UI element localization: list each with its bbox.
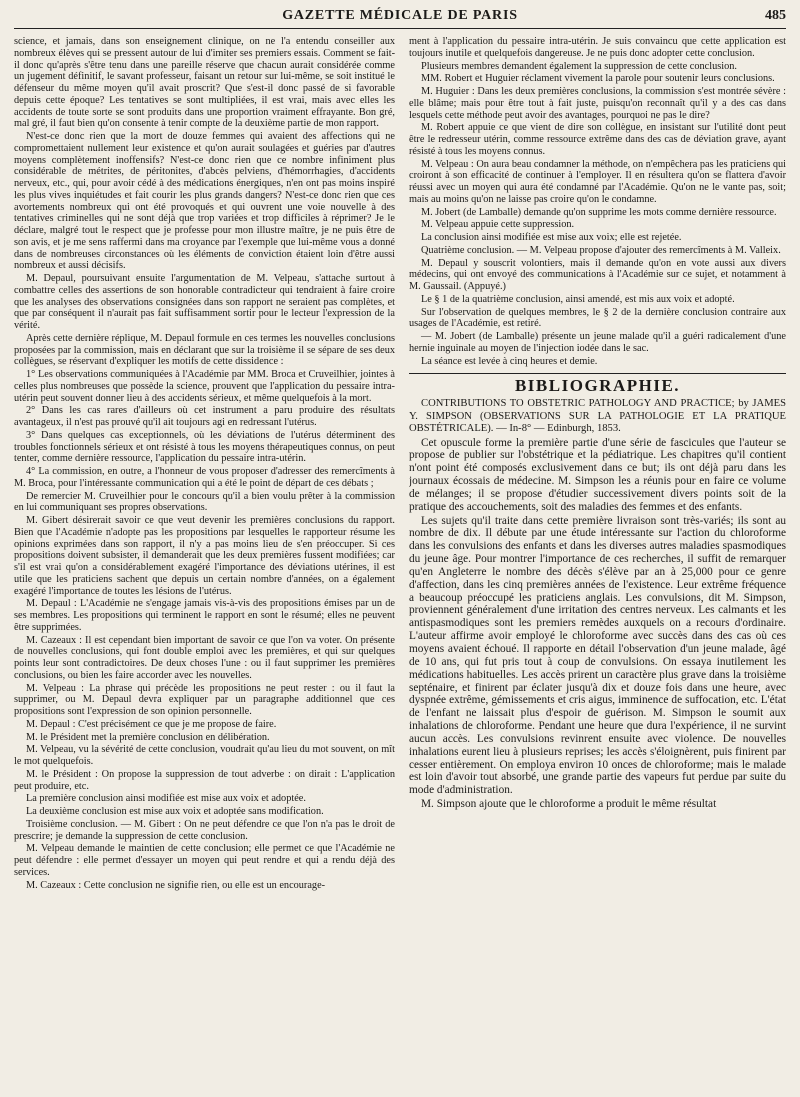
paragraph: Troisième conclusion. — M. Gibert : On ne peut défendre ce que l'on n'a pas le droit de prescrire; je demande la suppression de cette conclusion.: [14, 818, 395, 842]
paragraph: M. Velpeau appuie cette suppression.: [421, 219, 575, 231]
section-divider: [409, 373, 786, 374]
paragraph: M. Depaul : C'est précisément ce que je me propose de faire.: [26, 718, 277, 730]
paragraph: De remercier M. Cruveilhier pour le concours qu'il a bien voulu prêter à la commission en lui communiquant ses propres observations.: [14, 490, 395, 514]
bibliography-reference: CONTRIBUTIONS TO OBSTETRIC PATHOLOGY AND PRACTICE; by JAMES Y. SIMPSON (OBSERVATIONS SUR LA PATHOLOGIE ET LA PRATIQUE OBSTÉTRICALE). — In-8° — Edinburgh, 1853.: [409, 398, 786, 434]
paragraph: M. le Président : On propose la suppression de tout adverbe : on dirait : L'application peut produire, etc.: [14, 768, 395, 792]
paragraph: La deuxième conclusion est mise aux voix et adoptée sans modification.: [26, 806, 324, 817]
paragraph: M. Huguier : Dans les deux premières conclusions, la commission s'est montrée sévère : elle blâme; mais pour être tout à fait juste, puisqu'on reconnaît qu'il y a des cas dans lesquels cette méthode peut avoir des avantages, pourquoi ne pas le dire?: [409, 86, 786, 121]
paragraph: Le § 1 de la quatrième conclusion, ainsi amendé, est mis aux voix et adopté.: [421, 293, 735, 305]
right-column: [409, 36, 786, 1093]
bibliography-heading: BIBLIOGRAPHIE.: [514, 376, 681, 396]
paragraph: M. Gibert désirerait savoir ce que veut devenir les premières conclusions du rapport. Bien que l'Académie n'adopte pas les propositions par lesquelles le rapporteur résume les opinions exprimées dans son rapport, il n'y a pas moins lieu de s'en préoccuper. Si ces propositions doivent subsister, il demanderait que les deux premières fussent modifiées; car s'il est vrai qu'on a considérablement exagéré l'importance des déviations utérines, il est utile que les praticiens sachent que depuis un certain nombre d'années, on a également exagéré l'importance de toutes les lésions de l'utérus.: [14, 515, 395, 597]
paragraph: M. Cazeaux : Il est cependant bien important de savoir ce que l'on va voter. On présente de nouvelles conclusions, qui font double emploi avec les premières, et qui sur quelques points leur sont contradictoires. De deux choses l'une : ou il faut supprimer les premières conclusions, ou bien les faire accorder avec les nouvelles.: [14, 634, 395, 681]
paragraph: M. Jobert (de Lamballe) demande qu'on supprime les mots comme dernière ressource.: [421, 206, 777, 218]
paragraph: — M. Jobert (de Lamballe) présente un jeune malade qu'il a guéri radicalement d'une hernie inguinale au moyen de l'injection iodée dans le sac.: [409, 331, 786, 354]
journal-title: GAZETTE MÉDICALE DE PARIS: [282, 8, 518, 23]
paragraph: La séance est levée à cinq heures et demie.: [421, 355, 598, 367]
paragraph: M. Depaul, poursuivant ensuite l'argumentation de M. Velpeau, s'attache surtout à combattre celles des assertions de son honorable contradicteur qui tendraient à faire croire que les analyses des observations consignées dans son rapport ne seraient pas complètes, et que par conséquent il n'aurait pas fait suffisamment sortir pour le lecteur l'expression de la vérité.: [14, 273, 395, 331]
paragraph: M. Cazeaux : Cette conclusion ne signifie rien, ou elle est un encourage-: [26, 879, 326, 891]
paragraph: Quatrième conclusion. — M. Velpeau propose d'ajouter des remercîments à M. Valleix.: [421, 244, 781, 256]
paragraph: M. Robert appuie ce que vient de dire son collègue, en insistant sur l'utilité dont peut être le redresseur utérin, comme ressource extrême dans des cas de déviation grave, ayant résisté à tous les moyens connus.: [409, 122, 786, 157]
page-header: [14, 6, 786, 29]
paragraph: M. Velpeau demande le maintien de cette conclusion; elle permet ce que l'Académie ne peut défendre : elle permet d'essayer un moyen qui peut rendre et qui a rendu déjà des services.: [14, 843, 395, 878]
paragraph: La première conclusion ainsi modifiée est mise aux voix et adoptée.: [26, 793, 306, 805]
paragraph: MM. Robert et Huguier réclament vivement la parole pour soutenir leurs conclusions.: [421, 73, 775, 85]
paragraph: Cet opuscule forme la première partie d'une série de fascicules que l'auteur se propose de publier sur l'obstétrique et la pédiatrique. Les chapitres qu'il contient n'ont point été composés exclusivement dans ce but; ils ont déjà paru dans les journaux écossais de médecine. M. Simpson les a réunis pour en faire ce volume de mélanges; il se propose d'étudier successivement divers points soit de la pratique des accouchements, soit des maladies des femmes et des enfants.: [409, 436, 786, 513]
paragraph: N'est-ce donc rien que la mort de douze femmes qui avaient des affections qui ne compromettaient nullement leur existence et qu'on aurait soulagées et guéries par d'autres moyens complètement inoffensifs? N'est-ce donc rien que ce nombre infiniment plus considérable de métrites, de péritonites, d'abcès pelviens, d'hémorrhagies, d'accidents nerveux, etc., qui, pour avoir cédé à des médications énergiques, n'en ont pas moins inspiré les plus vives inquiétudes et fait courir les plus grands dangers? N'est-ce donc rien que ces avortements nombreux qui ont été provoqués et qui ouvrent une voie nouvelle à des tentatives criminelles qui ne sont déjà que trop variées et trop difficiles à réprimer? Je le déclare, malgré tout le respect que je professe pour mon illustre maître, je ne puis être de son avis, et je me sens raffermi dans ma croyance par l'exemple que lui-même vous a donné dans de nombreuses circonstances où les éléments de conviction étaient loin d'être aussi nombreux et aussi décisifs.: [14, 131, 395, 272]
paragraph: M. Depaul : L'Académie ne s'engage jamais vis-à-vis des propositions émises par un de ses membres. Les propositions qui terminent le rapport en sont le résumé; elles ne peuvent être supprimées.: [14, 598, 395, 633]
left-column: [14, 36, 395, 1093]
paragraph: 4° La commission, en outre, a l'honneur de vous proposer d'adresser des remercîments à M. Broca, pour l'intéressante communication qui a été le point de départ de ces débats ;: [14, 466, 395, 489]
paragraph: 2° Dans les cas rares d'ailleurs où cet instrument a paru produire des résultats avantageux, il n'est pas prouvé qu'il ait toujours agi en redressant l'utérus.: [14, 405, 395, 428]
paragraph: M. Velpeau : On aura beau condamner la méthode, on n'empêchera pas les praticiens qui croiront à son efficacité de continuer à l'employer. Il en résultera qu'on se flattera d'avoir réussi avec un moyen qui aura été condamné par l'Académie. Qu'on ne le vante pas, soit; mais au moins qu'on ne laisse pas croire qu'on le condamne.: [409, 158, 786, 205]
paragraph: M. le Président met la première conclusion en délibération.: [26, 731, 270, 743]
paragraph: M. Velpeau : La phrase qui précède les propositions ne peut rester : ou il faut la supprimer, ou M. Depaul devra expliquer par un paragraphe additionnel que ces propositions sont l'expression de son opinion personnelle.: [14, 682, 395, 717]
paragraph: ment à l'application du pessaire intra-utérin. Je suis convaincu que cette application est toujours inutile et quelquefois dangereuse. Je ne puis donc adopter cette conclusion.: [409, 36, 786, 59]
paragraph: M. Velpeau, vu la sévérité de cette conclusion, voudrait qu'au lieu du mot souvent, on mît le mot quelquefois.: [14, 744, 395, 767]
paragraph: Plusieurs membres demandent également la suppression de cette conclusion.: [421, 60, 737, 72]
paragraph: La conclusion ainsi modifiée est mise aux voix; elle est rejetée.: [421, 232, 682, 243]
bibliography-body: [409, 437, 786, 811]
paragraph: Après cette dernière réplique, M. Depaul formule en ces termes les nouvelles conclusions proposées par la commission, mais en déclarant que sur la troisième il se sépare de ses deux collègues, se réservant d'expliquer les motifs de cette dissidence :: [14, 332, 395, 368]
paragraph: M. Simpson ajoute que le chloroforme a produit le même résultat: [421, 798, 717, 811]
paragraph: M. Depaul y souscrit volontiers, mais il demande qu'on en vote aussi aux divers médecins, qui ont envoyé des communications à l'Académie sur ce sujet, et notamment à M. Gaussail. (Appuyé.): [409, 257, 786, 292]
page-number: 485: [765, 8, 786, 23]
paragraph: Les sujets qu'il traite dans cette première livraison sont très-variés; ils sont au nombre de dix. Il débute par une étude intéressante sur l'action du chloroforme dans les convulsions des enfants et dans les diverses autres maladies spasmodiques du jeune âge. Pour montrer l'importance de ces recherches, il suffit de remarquer qu'en Angleterre le nombre des décès s'élève par an à 25,000 pour ce genre d'affection, dans les cinq premières années de l'existence. Leur extrême fréquence a beaucoup préoccupé les praticiens anglais. Les convulsions, dit M. Simpson, proviennent généralement d'une irritation des centres nerveux. Les calmants et les antispasmodiques sont les premiers remèdes auxquels on a recours d'ordinaire. L'auteur affirme avoir employé le chloroforme avec succès dans des cas où ces moyens avaient échoué. Il rapporte en détail l'observation d'un jeune malade, âgé de 10 ans, qui fut pris tout à coup de convulsions. On essaya inutilement les médications habituelles. Les accès prirent un caractère plus grave dans la troisième septénaire, et finirent par éclater jusqu'à dix et douze fois dans une heure, avec dyspnée extrême, gémissements et cris aigus, imminence de suffocation, etc. L'état de l'enfant ne laissait plus d'espoir de guérison. M. Simpson le soumit aux inhalations de chloroforme. Pendant une heure que dura l'expérience, il ne survint aucun accès. Les convulsions revinrent ensuite avec violence. De nouvelles inhalations eurent lieu à plusieurs reprises; les accès s'éloignèrent, puis finirent par cesser entièrement. On employa environ 10 onces de chloroforme; mais le malade est loin d'avoir tout absorbé, une grande partie des vapeurs fut perdue par suite du mode d'administration.: [409, 514, 786, 797]
paragraph: science, et jamais, dans son enseignement clinique, on ne l'a entendu conseiller aux nombreux élèves qui se pressent autour de lui d'imiter ses premiers essais. Comment se fait-il donc qu'après s'être tenu dans une pareille réserve que chacun aurait considérée comme un jugement définitif, le savant professeur, faisant un retour sur lui-même, se soit institué le défenseur du même moyen qu'il avait proscrit? Que s'est-il donc passé de si favorable depuis cette époque? Les tentatives se sont multipliées, il est vrai, mais avec elles les accidents de toute sorte se sont produits dans une proportion vraiment effrayante. Bon gré, mal gré, il faut bien qu'on consente à tenir compte de la deuxième partie de mon rapport.: [14, 36, 395, 130]
paragraph: 1° Les observations communiquées à l'Académie par MM. Broca et Cruveilhier, jointes à celles plus nombreuses que possède la science, prouvent que l'application du pessaire intra-utérin peut souvent donner lieu à des accidents sérieux, et même quelquefois à la mort.: [14, 369, 395, 404]
paragraph: Sur l'observation de quelques membres, le § 2 de la dernière conclusion contraire aux usages de l'Académie, est retiré.: [409, 306, 786, 330]
paragraph: 3° Dans quelques cas exceptionnels, où les déviations de l'utérus déterminent des troubles fonctionnels sérieux et ont résisté à tous les moyens thérapeutiques connus, on peut tenter, comme dernière ressource, l'application du pessaire intra-utérin.: [14, 429, 395, 465]
